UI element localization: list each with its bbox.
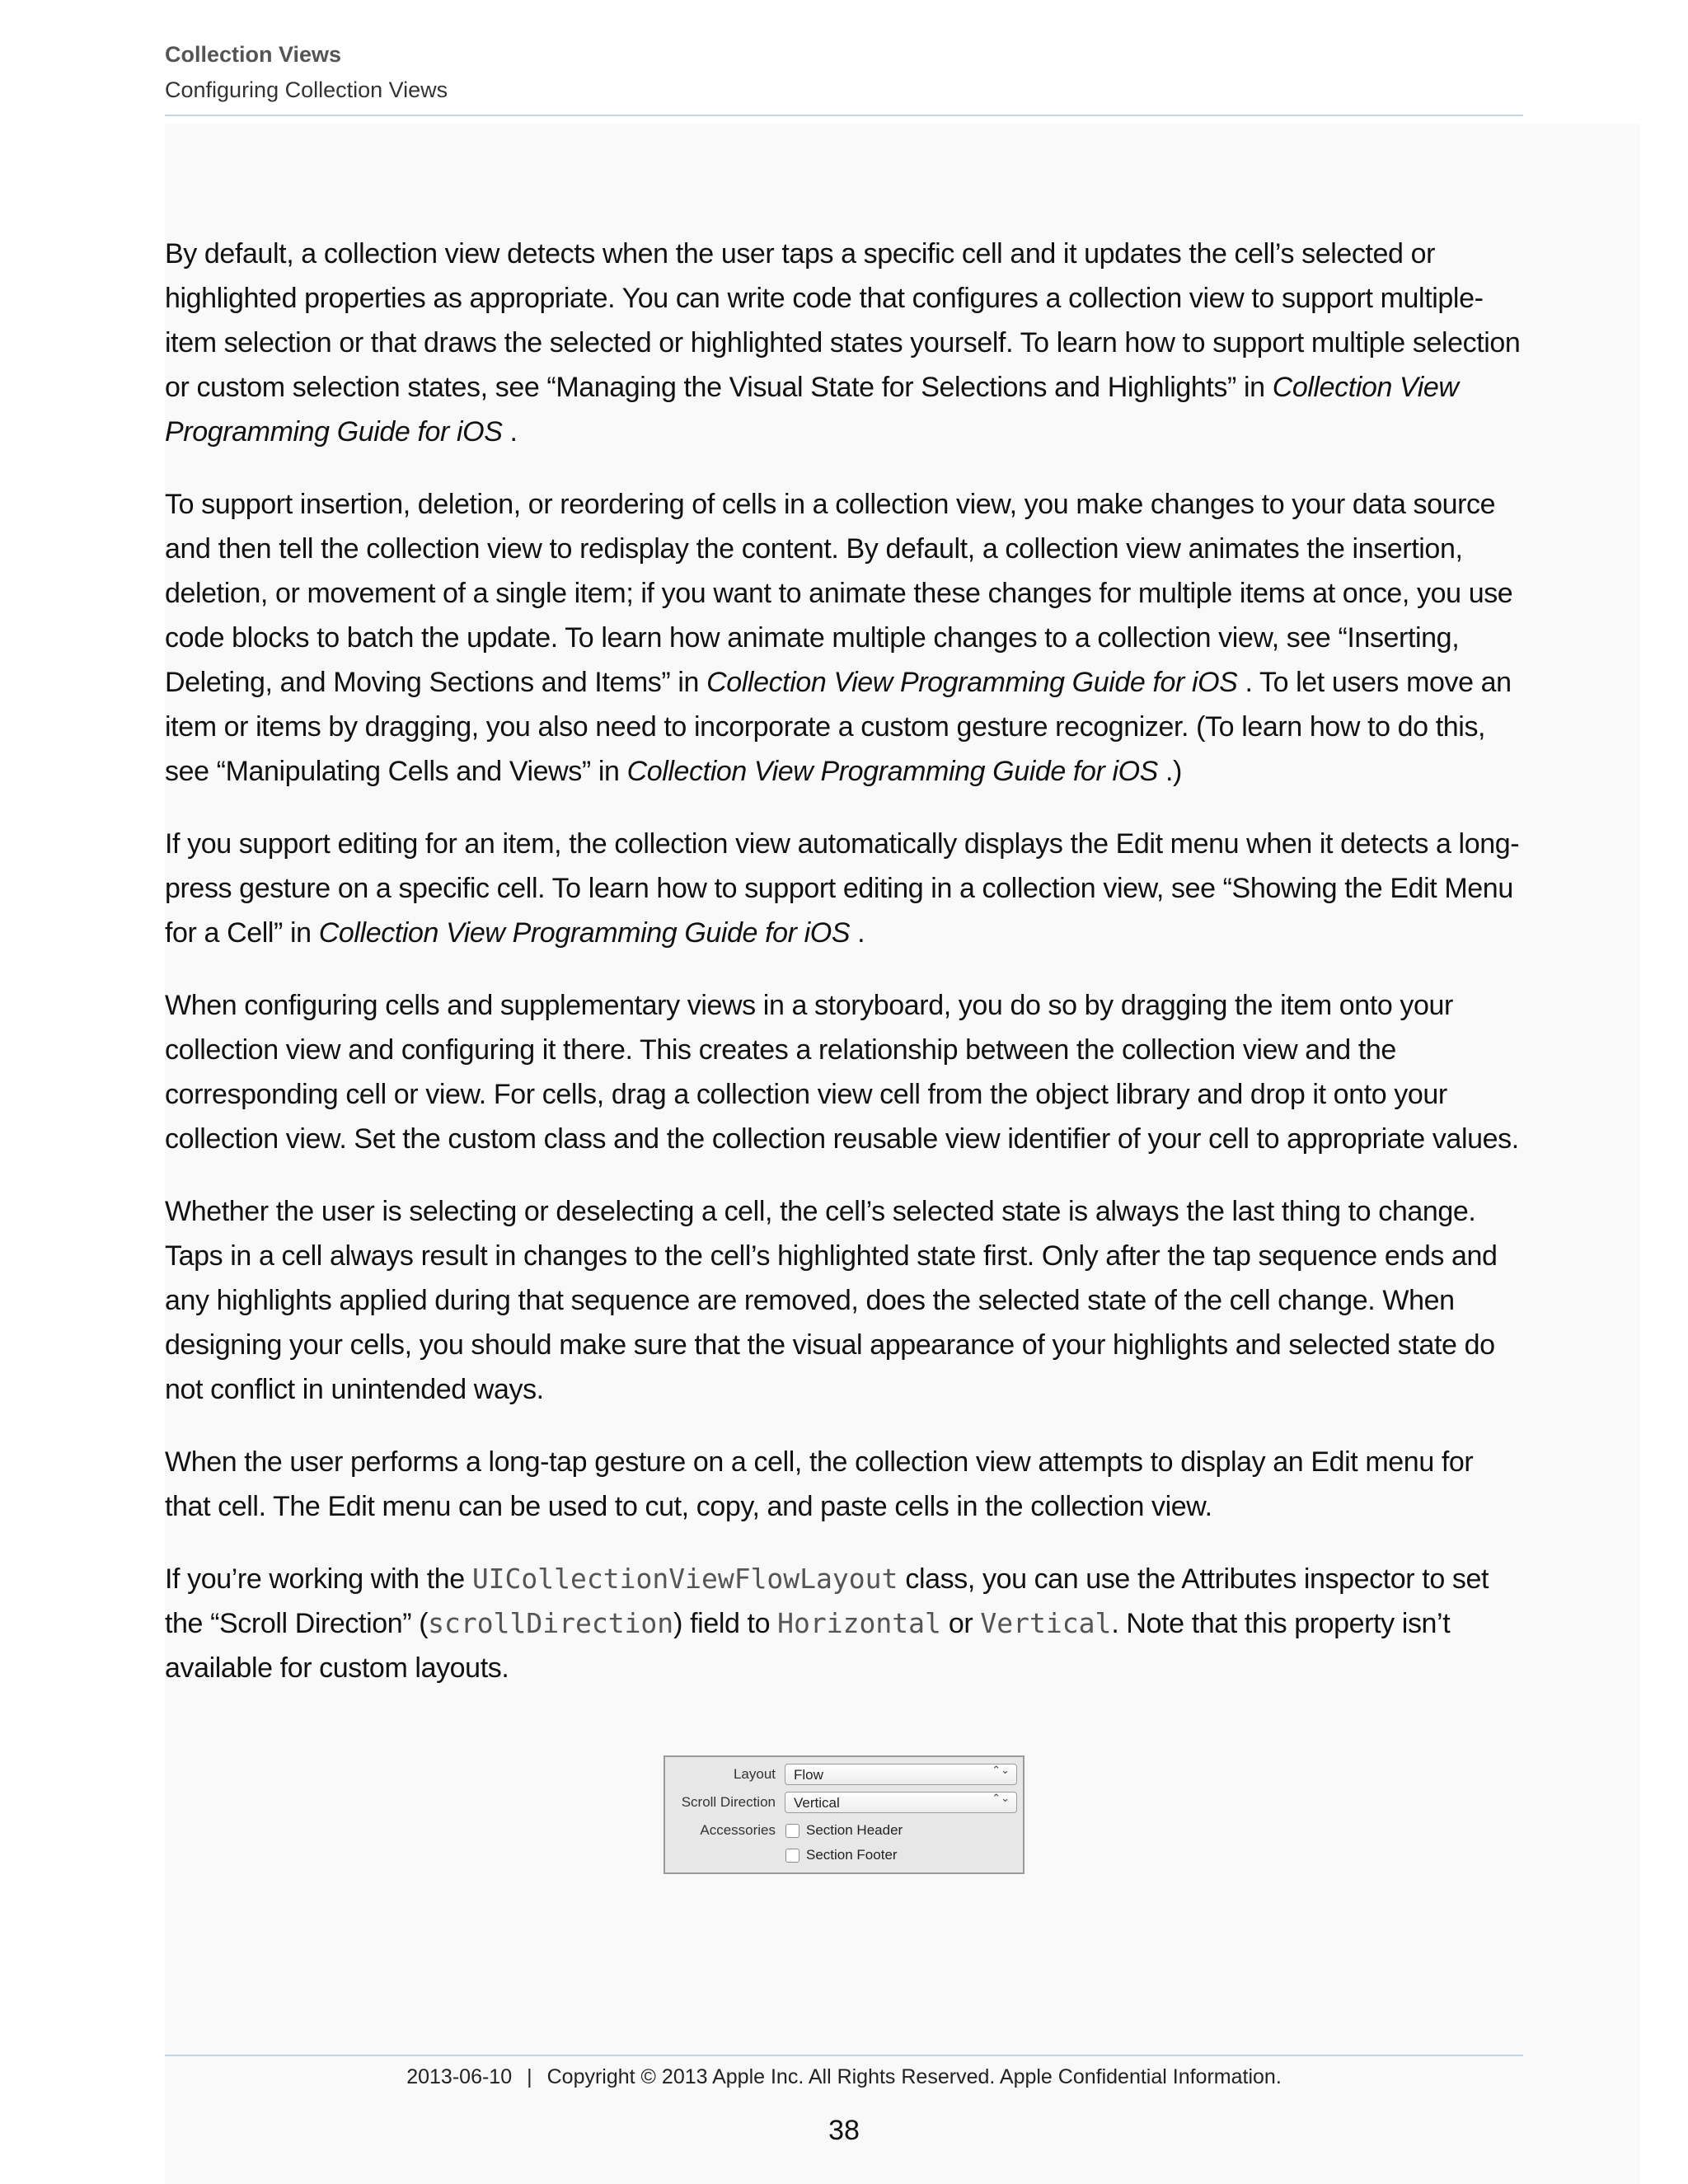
- chapter-title: Collection Views: [165, 42, 342, 67]
- section-title: Configuring Collection Views: [165, 77, 448, 102]
- header-divider: [165, 115, 1523, 116]
- scroll-direction-label: Scroll Direction: [681, 1794, 776, 1810]
- body-content: [165, 232, 1523, 1718]
- select-arrows-icon: ⌃⌄: [992, 1764, 1010, 1776]
- footer-divider: [165, 2055, 1523, 2056]
- page-header: [165, 38, 1523, 106]
- guide-link[interactable]: Collection View Programming Guide for iOS: [318, 917, 851, 949]
- select-arrows-icon: ⌃⌄: [992, 1792, 1010, 1804]
- paragraph-storyboard: When configuring cells and supplementary views in a storyboard, you do so by dragging the item onto your collection view and configuring it there. This creates a relationship between the collection view and the corresponding cell or view. For cells, drag a collection view cell from the object library and drop it onto your collection view. Set the custom class and the collection reusable view identifier of your cell to appropriate values.: [165, 990, 1519, 1155]
- scroll-direction-select[interactable]: [785, 1792, 1017, 1813]
- layout-row: [665, 1762, 1023, 1787]
- paragraph-selection: By default, a collection view detects when the user taps a specific cell and it updates the cell’s selected or highlighted properties as appropriate. You can write code that configures a collection view to support multiple-item selection or that draws the selected or highlighted states yourself. To learn how to support multiple selection or custom selection states, see “Managing the Visual State for Selections and Highlights” in Collection View Programming Guide for iOS .: [165, 238, 1521, 448]
- paragraph-insertion: To support insertion, deletion, or reordering of cells in a collection view, you make changes to your data source and then tell the collection view to redisplay the content. By default, a collection view animates the insertion, deletion, or movement of a single item; if you want to animate these changes for multiple items at once, you use code blocks to batch the update. To learn how animate multiple changes to a collection view, see “Inserting, Deleting, and Moving Sections and Items” in Collection View Programming Guide for iOS . To let users move an item or items by dragging, you also need to incorporate a custom gesture recognizer. (To learn how to do this, see “Manipulating Cells and Views” in Collection View Programming Guide for iOS .): [165, 489, 1513, 787]
- paragraph-flow-layout: If you’re working with the UICollectionViewFlowLayout class, you can use the Attributes inspector to set the “Scroll Direction” (scrollDirection) field to Horizontal or Vertical. Note that this property isn’t available for custom layouts.: [165, 1563, 1489, 1684]
- scroll-direction-row: [665, 1790, 1023, 1815]
- footer-separator: |: [527, 2065, 532, 2088]
- layout-label: Layout: [733, 1766, 776, 1782]
- attributes-inspector-figure: [663, 1755, 1025, 1874]
- accessories-footer-row: [665, 1843, 1023, 1868]
- section-header-label: Section Header: [806, 1822, 903, 1838]
- paragraph-editing: If you support editing for an item, the collection view automatically displays the Edit menu when it detects a long-press gesture on a specific cell. To learn how to support editing in a collection view, see “Showing the Edit Menu for a Cell” in Collection View Programming Guide for iOS .: [165, 828, 1520, 949]
- layout-select[interactable]: [785, 1764, 1017, 1785]
- guide-link[interactable]: Collection View Programming Guide for iOS: [706, 667, 1238, 698]
- layout-value: Flow: [794, 1767, 823, 1783]
- guide-link[interactable]: Collection View Programming Guide for iOS: [626, 756, 1158, 787]
- section-footer-checkbox[interactable]: [785, 1849, 799, 1863]
- code-vertical: Vertical: [980, 1607, 1112, 1639]
- code-horizontal: Horizontal: [777, 1607, 941, 1639]
- paragraph-selected-state: Whether the user is selecting or deselecting a cell, the cell’s selected state is always the last thing to change. Taps in a cell always result in changes to the cell’s highlighted state first. Only after the tap sequence ends and any highlights applied during that sequence are removed, does the selected state of the cell change. When designing your cells, you should make sure that the visual appearance of your highlights and selected state do not conflict in unintended ways.: [165, 1196, 1498, 1405]
- footer-date: 2013-06-10: [406, 2065, 513, 2088]
- paragraph-edit-menu: When the user performs a long-tap gesture on a cell, the collection view attempts to display an Edit menu for that cell. The Edit menu can be used to cut, copy, and paste cells in the collection view.: [165, 1446, 1474, 1522]
- section-footer-label: Section Footer: [806, 1847, 898, 1863]
- section-header-checkbox[interactable]: [785, 1824, 799, 1838]
- code-flow-layout: UICollectionViewFlowLayout: [471, 1563, 898, 1595]
- scroll-direction-value: Vertical: [794, 1795, 840, 1811]
- accessories-header-row: [665, 1818, 1023, 1843]
- page-number: 38: [828, 2115, 860, 2146]
- guide-link[interactable]: Collection View Programming Guide for iOS: [165, 372, 1459, 448]
- code-scroll-direction: scrollDirection: [428, 1607, 674, 1639]
- footer-copyright: Copyright © 2013 Apple Inc. All Rights Reserved. Apple Confidential Information.: [546, 2065, 1282, 2088]
- page-footer: [165, 2065, 1523, 2089]
- accessories-label: Accessories: [700, 1822, 776, 1838]
